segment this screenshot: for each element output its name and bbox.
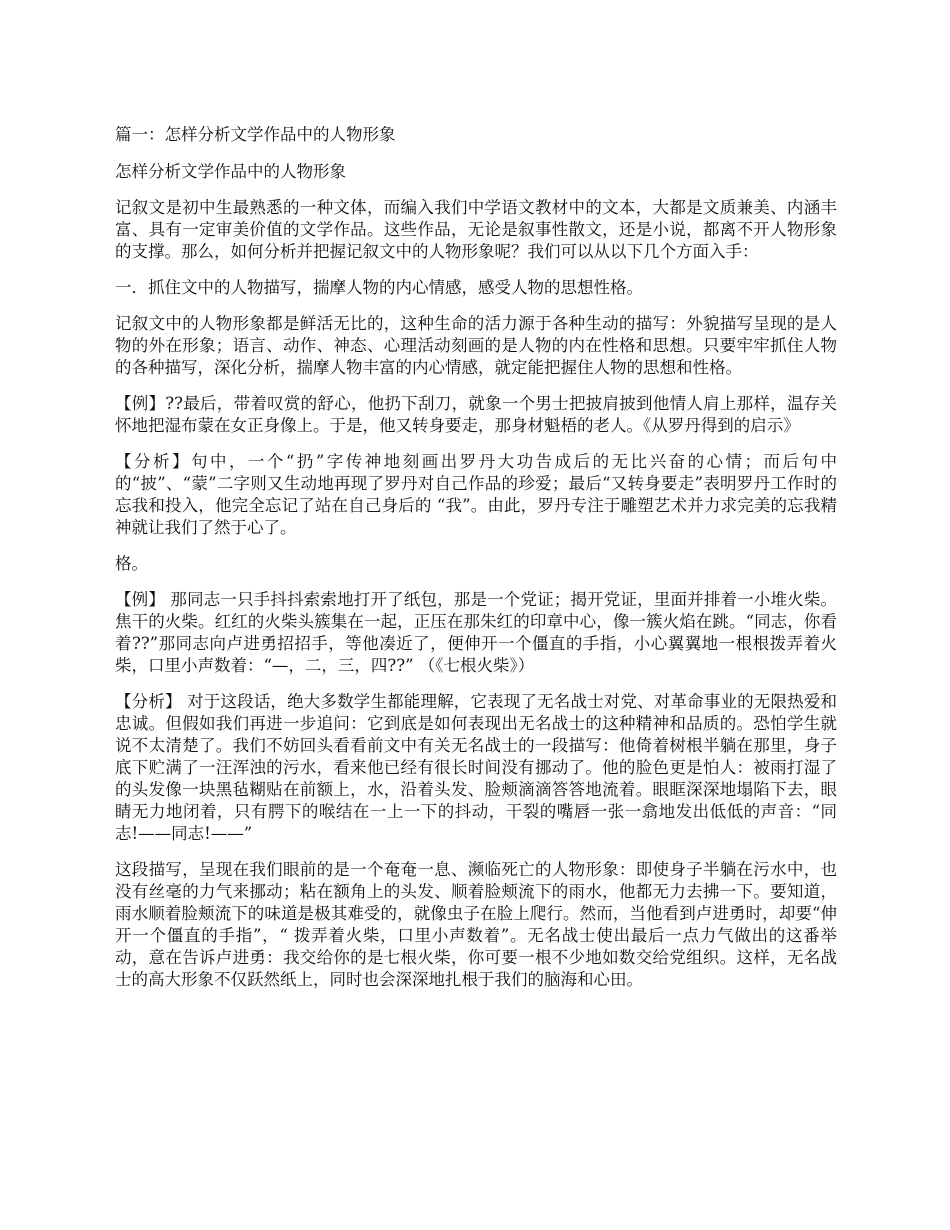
document-page bbox=[115, 124, 837, 1005]
paragraph-intro: 记叙文是初中生最熟悉的一种文体，而编入我们中学语文教材中的文本，大都是文质兼美、内涵丰富、具有一定审美价值的文学作品。这些作品，无论是叙事性散文，还是小说，都离不开人物形象的支撑。那么，如何分析并把握记叙文中的人物形象呢？我们可以从以下几个方面入手： bbox=[115, 198, 837, 261]
paragraph-fragment: 格。 bbox=[115, 554, 148, 573]
paragraph-conclusion: 这段描写，呈现在我们眼前的是一个奄奄一息、濒临死亡的人物形象：即使身子半躺在污水中，也没有丝毫的力气来挪动；粘在额角上的头发、顺着脸颊流下的雨水，他都无力去拂一下。要知道，雨水顺着脸颊流下的味道是极其难受的，就像虫子在脸上爬行。然而，当他看到卢进勇时，却要“伸开一个僵直的手指”，“ 拨弄着火柴，口里小声数着”。无名战士使出最后一点力气做出的这番举动，意在告诉卢进勇：我交给你的是七根火柴，你可要一根不少地如数交给党组织。这样，无名战士的高大形象不仅跃然纸上，同时也会深深地扎根于我们的脑海和心田。 bbox=[115, 860, 837, 989]
document-heading: 篇一：怎样分析文学作品中的人物形象 bbox=[115, 125, 396, 144]
paragraph-analysis-rodin: 【分析】句中，一个“扔”字传神地刻画出罗丹大功告成后的无比兴奋的心情；而后句中的“披”、“蒙”二字则又生动地再现了罗丹对自己作品的珍爱；最后“又转身要走”表明罗丹工作时的忘我和投入，他完全忘记了站在自己身后的 “我”。由此，罗丹专注于雕塑艺术并力求完美的忘我精神就让我们了然于心了。 bbox=[115, 452, 837, 537]
paragraph-example-matches: 【例】 那同志一只手抖抖索索地打开了纸包，那是一个党证；揭开党证，里面并排着一小堆火柴。焦干的火柴。红红的火柴头簇集在一起，正压在那朱红的印章中心，像一簇火焰在跳。“同志，你看着??”那同志向卢进勇招招手，等他凑近了，便伸开一个僵直的手指，小心翼翼地一根根拨弄着火柴，口里小声数着：“—，二，三，四??” （《七根火柴》） bbox=[115, 590, 837, 675]
paragraph-section-one-heading: 一．抓住文中的人物描写，揣摩人物的内心情感，感受人物的思想性格。 bbox=[115, 278, 643, 297]
document-subheading: 怎样分析文学作品中的人物形象 bbox=[115, 162, 346, 181]
paragraph-description: 记叙文中的人物形象都是鲜活无比的，这种生命的活力源于各种生动的描写：外貌描写呈现的是人物的外在形象；语言、动作、神态、心理活动刻画的是人物的内在性格和思想。只要牢牢抓住人物的各种描写，深化分析，揣摩人物丰富的内心情感，就定能把握住人物的思想和性格。 bbox=[115, 314, 837, 377]
paragraph-example-rodin: 【例】??最后，带着叹赏的舒心，他扔下刮刀，就象一个男士把披肩披到他情人肩上那样，温存关怀地把湿布蒙在女正身像上。于是，他又转身要走，那身材魁梧的老人。《从罗丹得到的启示》 bbox=[115, 394, 837, 435]
paragraph-analysis-matches: 【分析】 对于这段话，绝大多数学生都能理解，它表现了无名战士对党、对革命事业的无限热爱和忠诚。但假如我们再进一步追问：它到底是如何表现出无名战士的这种精神和品质的。恐怕学生就说不太清楚了。我们不妨回头看看前文中有关无名战士的一段描写：他倚着树根半躺在那里，身子底下贮满了一汪浑浊的污水，看来他已经有很长时间没有挪动了。他的脸色更是怕人：被雨打湿了的头发像一块黑毡糊贴在前额上，水，沿着头发、脸颊滴滴答答地流着。眼眶深深地塌陷下去，眼睛无力地闭着，只有腭下的喉结在一上一下的抖动，干裂的嘴唇一张一翕地发出低低的声音：“同志!——同志!——” bbox=[115, 692, 837, 843]
